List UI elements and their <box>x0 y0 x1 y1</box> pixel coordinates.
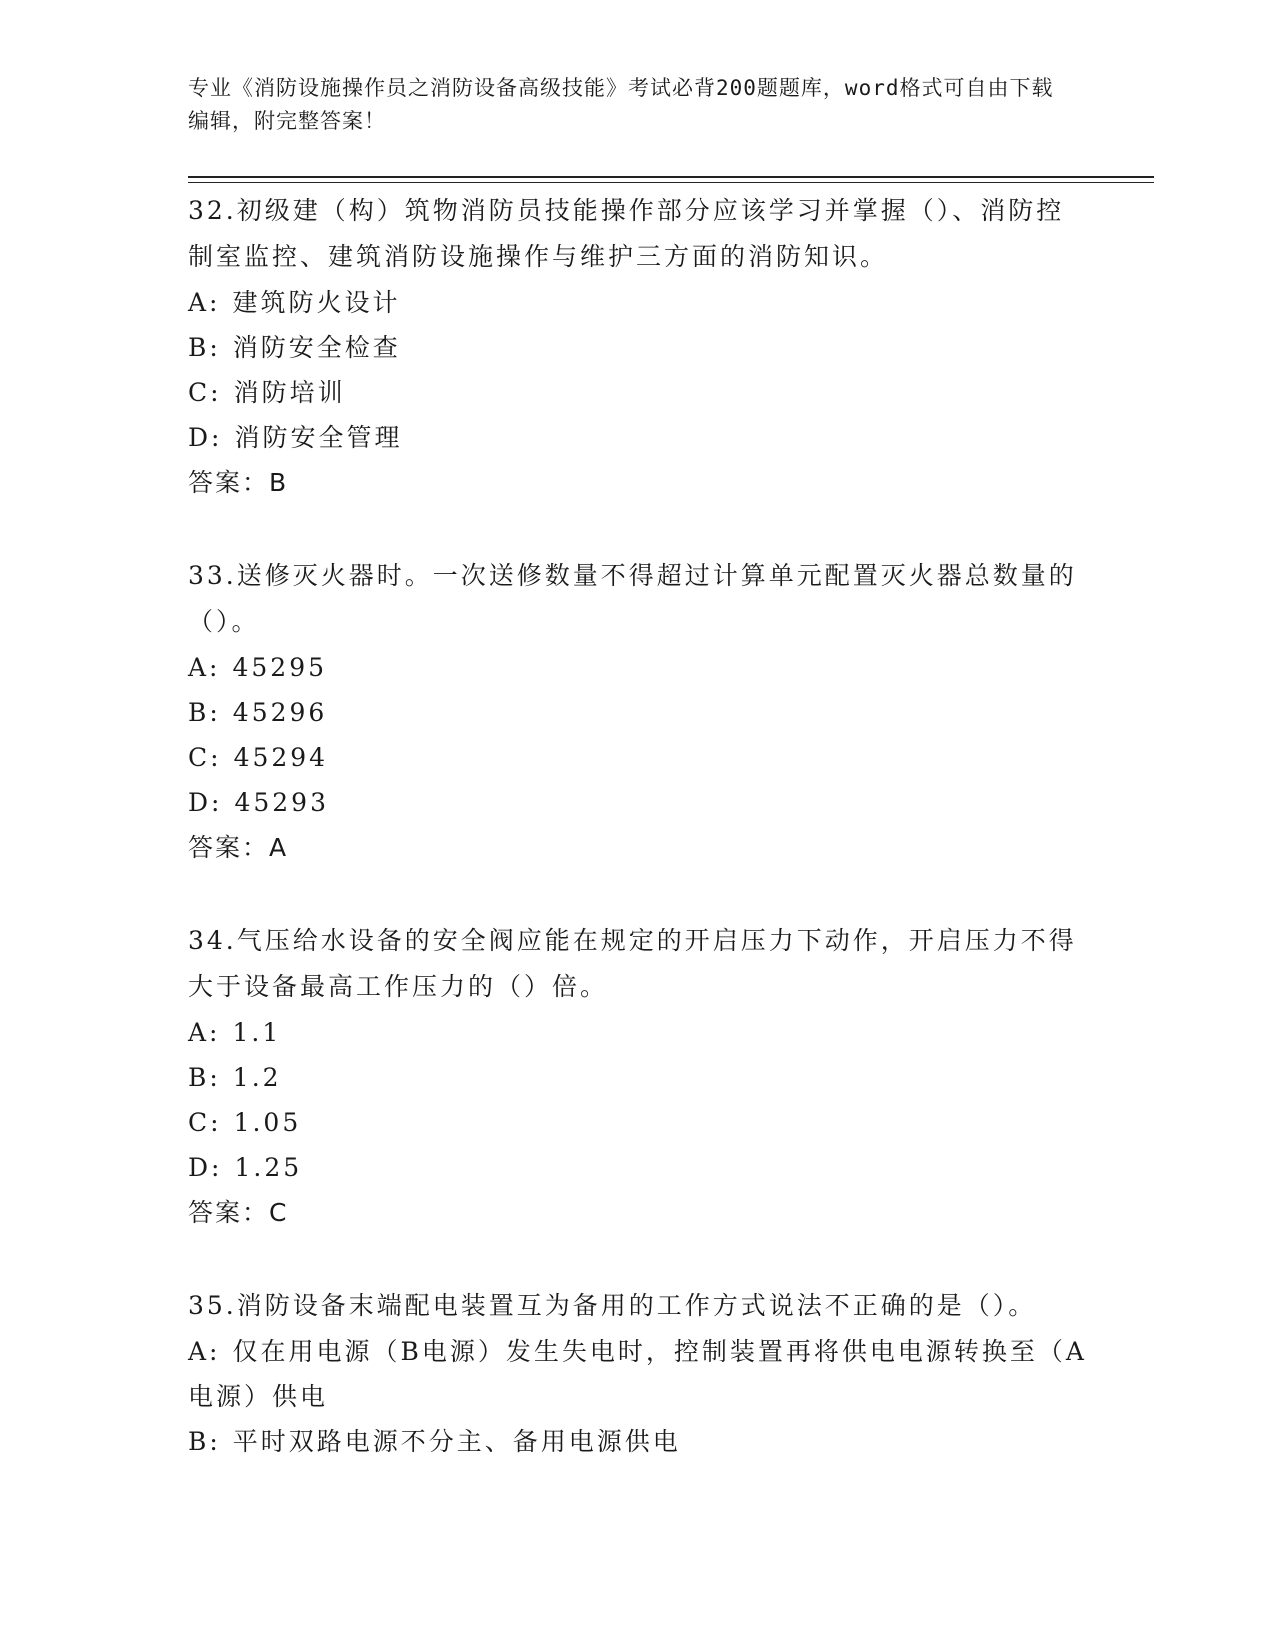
option-key: C: <box>188 743 222 772</box>
option-c <box>188 1100 1088 1145</box>
question-35 <box>188 1283 1088 1464</box>
option-b <box>188 690 1088 735</box>
option-text: 消防安全管理 <box>234 423 403 452</box>
document-header: 专业《消防设施操作员之消防设备高级技能》考试必背200题题库，word格式可自由下载编辑，附完整答案！ <box>188 76 1054 133</box>
option-d <box>188 780 1088 825</box>
header-divider-thin <box>188 182 1154 183</box>
option-a <box>188 1010 1088 1055</box>
option-text: 1.1 <box>232 1018 282 1047</box>
option-key: B: <box>188 333 221 362</box>
option-text: 1.25 <box>234 1153 303 1182</box>
option-key: D: <box>188 1153 223 1182</box>
option-text: 消防培训 <box>233 378 346 407</box>
option-key: C: <box>188 1108 222 1137</box>
option-text: 1.2 <box>232 1063 282 1092</box>
option-text: 建筑防火设计 <box>232 288 401 317</box>
option-key: B: <box>188 1427 221 1456</box>
option-b <box>188 325 1088 370</box>
option-key: A: <box>188 1337 221 1366</box>
question-32 <box>188 188 1088 505</box>
option-b <box>188 1419 1088 1464</box>
option-key: A: <box>188 288 221 317</box>
question-stem: 33.送修灭火器时。一次送修数量不得超过计算单元配置灭火器总数量的（）。 <box>188 561 1077 636</box>
header-divider <box>188 176 1154 178</box>
option-c <box>188 735 1088 780</box>
option-key: A: <box>188 653 221 682</box>
option-key: A: <box>188 1018 221 1047</box>
answer-line: 答案：C <box>188 1198 289 1227</box>
option-a <box>188 280 1088 325</box>
question-34 <box>188 918 1088 1235</box>
option-a <box>188 645 1088 690</box>
option-key: B: <box>188 698 221 727</box>
question-stem: 35.消防设备末端配电装置互为备用的工作方式说法不正确的是（）。 <box>188 1291 1037 1320</box>
option-text: 45295 <box>232 653 328 682</box>
option-key: B: <box>188 1063 221 1092</box>
option-key: D: <box>188 788 223 817</box>
option-c <box>188 370 1088 415</box>
option-text: 仅在用电源（B电源）发生失电时，控制装置再将供电电源转换至（A电源）供电 <box>188 1337 1087 1411</box>
option-text: 1.05 <box>233 1108 302 1137</box>
option-b <box>188 1055 1088 1100</box>
option-text: 45293 <box>234 788 329 817</box>
option-text: 45294 <box>233 743 329 772</box>
option-key: C: <box>188 378 222 407</box>
answer-line: 答案：A <box>188 833 289 862</box>
option-d <box>188 1145 1088 1190</box>
option-text: 45296 <box>232 698 328 727</box>
question-stem: 34.气压给水设备的安全阀应能在规定的开启压力下动作，开启压力不得大于设备最高工作压力的（）倍。 <box>188 926 1077 1001</box>
option-key: D: <box>188 423 223 452</box>
option-a <box>188 1329 1088 1419</box>
option-text: 平时双路电源不分主、备用电源供电 <box>232 1427 681 1456</box>
question-stem: 32.初级建（构）筑物消防员技能操作部分应该学习并掌握（）、消防控制室监控、建筑消防设施操作与维护三方面的消防知识。 <box>188 196 1065 271</box>
option-text: 消防安全检查 <box>232 333 401 362</box>
question-33 <box>188 553 1088 870</box>
option-d <box>188 415 1088 460</box>
answer-line: 答案：B <box>188 468 289 497</box>
